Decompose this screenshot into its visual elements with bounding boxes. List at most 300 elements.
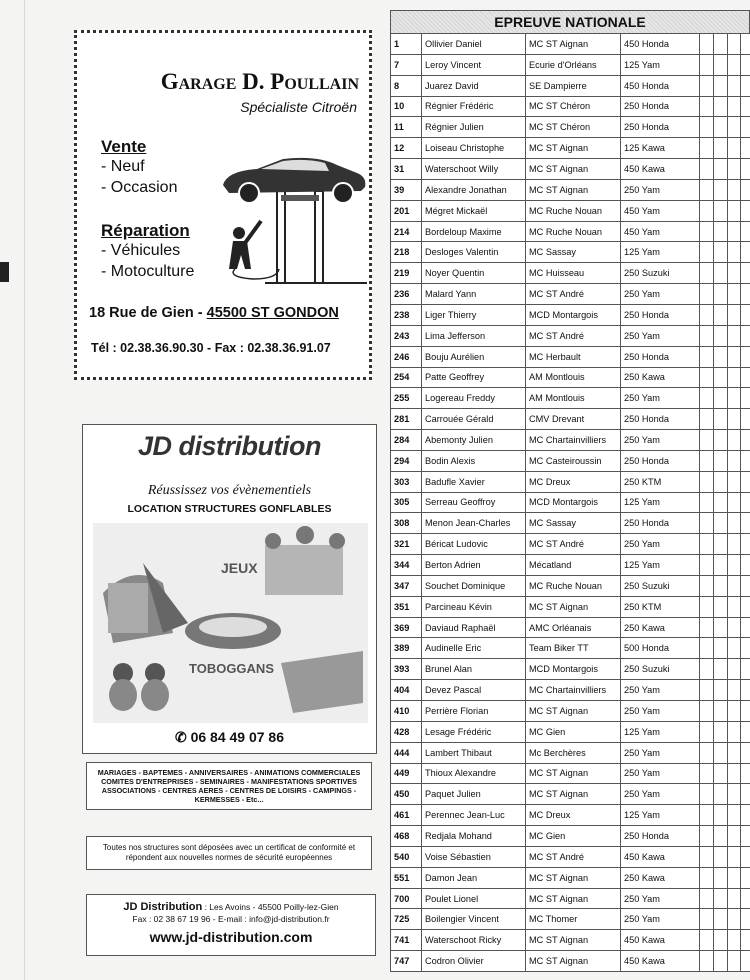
rider-name: Lesage Frédéric: [422, 721, 526, 742]
rider-club: MC ST Aignan: [526, 888, 621, 909]
empty-score-cell: [714, 659, 728, 680]
empty-score-cell: [728, 96, 741, 117]
empty-score-cell: [728, 638, 741, 659]
empty-score-cell: [700, 867, 714, 888]
rider-name: Bouju Aurélien: [422, 346, 526, 367]
empty-score-cell: [700, 701, 714, 722]
rider-bike: 450 Kawa: [621, 159, 700, 180]
rider-number: 321: [391, 534, 422, 555]
rider-bike: 125 Yam: [621, 555, 700, 576]
empty-score-cell: [714, 867, 728, 888]
rider-name: Paquet Julien: [422, 784, 526, 805]
rider-club: MC ST André: [526, 325, 621, 346]
empty-score-cell: [700, 575, 714, 596]
rider-number: 201: [391, 200, 422, 221]
empty-score-cell: [728, 534, 741, 555]
empty-score-cell: [728, 867, 741, 888]
table-row: [391, 284, 750, 305]
empty-score-cell: [714, 513, 728, 534]
empty-score-cell: [728, 388, 741, 409]
empty-score-cell: [741, 951, 750, 972]
empty-score-cell: [714, 742, 728, 763]
rider-bike: 250 Yam: [621, 742, 700, 763]
rider-name: Berton Adrien: [422, 555, 526, 576]
rider-number: 246: [391, 346, 422, 367]
rider-club: MC ST Aignan: [526, 179, 621, 200]
empty-score-cell: [741, 409, 750, 430]
empty-score-cell: [700, 659, 714, 680]
reparation-item: - Motoculture: [101, 263, 195, 280]
empty-score-cell: [728, 575, 741, 596]
garage-address: [89, 305, 339, 321]
rider-number: 347: [391, 575, 422, 596]
empty-score-cell: [700, 75, 714, 96]
rider-number: 725: [391, 909, 422, 930]
jd-events-box: MARIAGES - BAPTEMES - ANNIVERSAIRES - ANIMATIONS COMMERCIALES COMITES D'ENTREPRISES - SEMINAIRES - MANIFESTATIONS SPORTIVES ASSOCIATIONS - CENTRES AERES - CENTRES DE LOISIRS - CAMPINGS - KERMESSES - Etc...: [86, 762, 372, 810]
reparation-item: - Véhicules: [101, 242, 181, 259]
rider-club: Ecurie d'Orléans: [526, 54, 621, 75]
table-row: [391, 784, 750, 805]
empty-score-cell: [714, 263, 728, 284]
rider-name: Régnier Frédéric: [422, 96, 526, 117]
rider-name: Desloges Valentin: [422, 242, 526, 263]
rider-number: 551: [391, 867, 422, 888]
empty-score-cell: [728, 659, 741, 680]
rider-club: AM Montlouis: [526, 388, 621, 409]
rider-club: AMC Orléanais: [526, 617, 621, 638]
rider-number: 389: [391, 638, 422, 659]
rider-name: Régnier Julien: [422, 117, 526, 138]
empty-score-cell: [741, 471, 750, 492]
rider-bike: 250 Yam: [621, 534, 700, 555]
rider-name: Loiseau Christophe: [422, 138, 526, 159]
rider-name: Brunel Alan: [422, 659, 526, 680]
rider-club: MC Sassay: [526, 513, 621, 534]
rider-name: Audinelle Eric: [422, 638, 526, 659]
empty-score-cell: [728, 721, 741, 742]
table-row: [391, 367, 750, 388]
rider-club: MC ST Aignan: [526, 930, 621, 951]
rider-bike: 125 Yam: [621, 805, 700, 826]
empty-score-cell: [714, 492, 728, 513]
rider-name: Parcineau Kévin: [422, 596, 526, 617]
empty-score-cell: [728, 826, 741, 847]
rider-club: MC Dreux: [526, 805, 621, 826]
empty-score-cell: [714, 221, 728, 242]
rider-club: AM Montlouis: [526, 367, 621, 388]
empty-score-cell: [741, 805, 750, 826]
empty-score-cell: [728, 596, 741, 617]
empty-score-cell: [700, 721, 714, 742]
table-row: [391, 430, 750, 451]
results-section: [387, 6, 750, 976]
rider-name: Malard Yann: [422, 284, 526, 305]
table-row: [391, 200, 750, 221]
rider-number: 39: [391, 179, 422, 200]
jd-website: www.jd-distribution.com: [149, 929, 313, 945]
rider-bike: 500 Honda: [621, 638, 700, 659]
garage-ad: [74, 30, 372, 380]
rider-club: MC Gien: [526, 826, 621, 847]
rider-name: Alexandre Jonathan: [422, 179, 526, 200]
rider-number: 281: [391, 409, 422, 430]
inflatables-illustration: [93, 523, 368, 723]
empty-score-cell: [714, 430, 728, 451]
rider-bike: 450 Yam: [621, 200, 700, 221]
empty-score-cell: [700, 346, 714, 367]
rider-name: Lima Jefferson: [422, 325, 526, 346]
empty-score-cell: [741, 263, 750, 284]
rider-number: 11: [391, 117, 422, 138]
empty-score-cell: [728, 54, 741, 75]
rider-club: Team Biker TT: [526, 638, 621, 659]
table-row: [391, 805, 750, 826]
table-row: [391, 909, 750, 930]
rider-name: Bordeloup Maxime: [422, 221, 526, 242]
rider-name: Boilengier Vincent: [422, 909, 526, 930]
rider-name: Perrière Florian: [422, 701, 526, 722]
rider-name: Poulet Lionel: [422, 888, 526, 909]
table-row: [391, 242, 750, 263]
empty-score-cell: [700, 888, 714, 909]
empty-score-cell: [741, 930, 750, 951]
empty-score-cell: [728, 367, 741, 388]
empty-score-cell: [728, 763, 741, 784]
rider-club: MC ST Aignan: [526, 138, 621, 159]
empty-score-cell: [700, 450, 714, 471]
rider-club: MC Huisseau: [526, 263, 621, 284]
rider-number: 243: [391, 325, 422, 346]
rider-name: Daviaud Raphaël: [422, 617, 526, 638]
empty-score-cell: [741, 680, 750, 701]
rider-name: Logereau Freddy: [422, 388, 526, 409]
empty-score-cell: [714, 117, 728, 138]
empty-score-cell: [741, 534, 750, 555]
empty-score-cell: [741, 284, 750, 305]
empty-score-cell: [700, 492, 714, 513]
empty-score-cell: [714, 596, 728, 617]
rider-club: MC Ruche Nouan: [526, 575, 621, 596]
empty-score-cell: [700, 763, 714, 784]
table-row: [391, 221, 750, 242]
rider-bike: 250 Honda: [621, 117, 700, 138]
rider-bike: 125 Yam: [621, 54, 700, 75]
empty-score-cell: [700, 513, 714, 534]
rider-name: Abemonty Julien: [422, 430, 526, 451]
rider-number: 10: [391, 96, 422, 117]
rider-name: Béricat Ludovic: [422, 534, 526, 555]
table-row: [391, 555, 750, 576]
rider-name: Bodin Alexis: [422, 450, 526, 471]
rider-club: MC ST Aignan: [526, 159, 621, 180]
rider-name: Voise Sébastien: [422, 846, 526, 867]
garage-address-street: 18 Rue de Gien -: [89, 305, 207, 321]
empty-score-cell: [714, 54, 728, 75]
empty-score-cell: [714, 888, 728, 909]
table-row: [391, 680, 750, 701]
empty-score-cell: [700, 200, 714, 221]
empty-score-cell: [714, 34, 728, 55]
rider-bike: 450 Honda: [621, 75, 700, 96]
empty-score-cell: [714, 534, 728, 555]
rider-bike: 250 Yam: [621, 888, 700, 909]
rider-number: 303: [391, 471, 422, 492]
empty-score-cell: [714, 450, 728, 471]
empty-score-cell: [714, 951, 728, 972]
empty-score-cell: [714, 304, 728, 325]
empty-score-cell: [714, 805, 728, 826]
rider-bike: 450 Kawa: [621, 846, 700, 867]
rider-bike: 250 Honda: [621, 304, 700, 325]
rider-club: MC Dreux: [526, 471, 621, 492]
empty-score-cell: [700, 242, 714, 263]
empty-score-cell: [741, 575, 750, 596]
rider-bike: 450 Honda: [621, 34, 700, 55]
empty-score-cell: [741, 909, 750, 930]
rider-club: MC Gien: [526, 721, 621, 742]
rider-club: MC ST Chéron: [526, 117, 621, 138]
rider-bike: 250 Suzuki: [621, 263, 700, 284]
rider-number: 1: [391, 34, 422, 55]
rider-club: MC ST André: [526, 534, 621, 555]
rider-bike: 250 Kawa: [621, 867, 700, 888]
empty-score-cell: [714, 638, 728, 659]
rider-number: 8: [391, 75, 422, 96]
table-row: [391, 951, 750, 972]
empty-score-cell: [700, 742, 714, 763]
rider-bike: 450 Kawa: [621, 930, 700, 951]
empty-score-cell: [728, 951, 741, 972]
rider-number: 214: [391, 221, 422, 242]
empty-score-cell: [714, 75, 728, 96]
rider-name: Juarez David: [422, 75, 526, 96]
rider-club: MCD Montargois: [526, 492, 621, 513]
rider-bike: 250 Yam: [621, 284, 700, 305]
rider-club: MC Ruche Nouan: [526, 200, 621, 221]
table-row: [391, 471, 750, 492]
rider-bike: 125 Yam: [621, 721, 700, 742]
rider-name: Menon Jean-Charles: [422, 513, 526, 534]
empty-score-cell: [728, 430, 741, 451]
toboggans-label: TOBOGGANS: [189, 661, 274, 676]
rider-bike: 450 Kawa: [621, 951, 700, 972]
empty-score-cell: [741, 304, 750, 325]
empty-score-cell: [728, 75, 741, 96]
empty-score-cell: [700, 284, 714, 305]
empty-score-cell: [741, 159, 750, 180]
table-row: [391, 263, 750, 284]
empty-score-cell: [741, 430, 750, 451]
vente-item: - Occasion: [101, 179, 178, 196]
rider-club: MC Sassay: [526, 242, 621, 263]
page-fold-line: [24, 0, 25, 980]
empty-score-cell: [728, 450, 741, 471]
rider-bike: 250 Suzuki: [621, 575, 700, 596]
table-row: [391, 54, 750, 75]
rider-club: MC Ruche Nouan: [526, 221, 621, 242]
rider-name: Devez Pascal: [422, 680, 526, 701]
empty-score-cell: [714, 721, 728, 742]
rider-name: Noyer Quentin: [422, 263, 526, 284]
rider-number: 700: [391, 888, 422, 909]
rider-club: MC ST Chéron: [526, 96, 621, 117]
table-row: [391, 742, 750, 763]
garage-subtitle: Spécialiste Citroën: [240, 99, 357, 115]
empty-score-cell: [728, 680, 741, 701]
empty-score-cell: [741, 450, 750, 471]
rider-club: MC ST Aignan: [526, 701, 621, 722]
rider-number: 444: [391, 742, 422, 763]
empty-score-cell: [714, 575, 728, 596]
jd-phone: ✆ 06 84 49 07 86: [174, 729, 285, 745]
rider-club: Mécatland: [526, 555, 621, 576]
empty-score-cell: [728, 471, 741, 492]
empty-score-cell: [741, 138, 750, 159]
rider-bike: 250 Honda: [621, 450, 700, 471]
empty-score-cell: [714, 325, 728, 346]
rider-club: MC ST André: [526, 284, 621, 305]
empty-score-cell: [700, 304, 714, 325]
table-row: [391, 930, 750, 951]
rider-name: Waterschoot Willy: [422, 159, 526, 180]
table-row: [391, 304, 750, 325]
empty-score-cell: [728, 200, 741, 221]
table-row: [391, 659, 750, 680]
empty-score-cell: [700, 325, 714, 346]
empty-score-cell: [728, 846, 741, 867]
empty-score-cell: [728, 701, 741, 722]
rider-bike: 250 Honda: [621, 96, 700, 117]
empty-score-cell: [714, 680, 728, 701]
empty-score-cell: [741, 388, 750, 409]
rider-number: 31: [391, 159, 422, 180]
empty-score-cell: [714, 96, 728, 117]
table-row: [391, 701, 750, 722]
rider-number: 461: [391, 805, 422, 826]
empty-score-cell: [728, 284, 741, 305]
rider-number: 308: [391, 513, 422, 534]
empty-score-cell: [714, 346, 728, 367]
empty-score-cell: [700, 367, 714, 388]
empty-score-cell: [700, 555, 714, 576]
rider-number: 404: [391, 680, 422, 701]
empty-score-cell: [741, 701, 750, 722]
empty-score-cell: [741, 721, 750, 742]
empty-score-cell: [728, 492, 741, 513]
rider-club: MC Casteiroussin: [526, 450, 621, 471]
empty-score-cell: [728, 34, 741, 55]
rider-bike: 125 Yam: [621, 242, 700, 263]
empty-score-cell: [741, 659, 750, 680]
rider-name: Codron Olivier: [422, 951, 526, 972]
table-row: [391, 826, 750, 847]
car-lift-illustration: [217, 151, 369, 286]
empty-score-cell: [741, 117, 750, 138]
rider-number: 369: [391, 617, 422, 638]
empty-score-cell: [741, 179, 750, 200]
rider-bike: 250 KTM: [621, 596, 700, 617]
empty-score-cell: [728, 179, 741, 200]
rider-name: Serreau Geoffroy: [422, 492, 526, 513]
empty-score-cell: [728, 555, 741, 576]
empty-score-cell: [700, 638, 714, 659]
rider-number: 218: [391, 242, 422, 263]
empty-score-cell: [741, 867, 750, 888]
rider-number: 236: [391, 284, 422, 305]
rider-number: 255: [391, 388, 422, 409]
empty-score-cell: [714, 930, 728, 951]
jd-location-line: LOCATION STRUCTURES GONFLABLES: [127, 503, 332, 515]
rider-bike: 250 Yam: [621, 430, 700, 451]
rider-club: MC ST André: [526, 846, 621, 867]
jd-tagline: Réussissez vos évènementiels: [147, 483, 312, 498]
empty-score-cell: [741, 221, 750, 242]
rider-bike: 250 Yam: [621, 784, 700, 805]
empty-score-cell: [741, 54, 750, 75]
rider-name: Waterschoot Ricky: [422, 930, 526, 951]
empty-score-cell: [728, 346, 741, 367]
jd-distribution-ad: [82, 424, 377, 754]
rider-name: Mégret Mickaël: [422, 200, 526, 221]
empty-score-cell: [714, 555, 728, 576]
rider-name: Carrouée Gérald: [422, 409, 526, 430]
rider-number: 344: [391, 555, 422, 576]
table-row: [391, 346, 750, 367]
rider-number: 284: [391, 430, 422, 451]
empty-score-cell: [728, 742, 741, 763]
rider-club: SE Dampierre: [526, 75, 621, 96]
results-header: EPREUVE NATIONALE: [390, 10, 750, 34]
empty-score-cell: [728, 159, 741, 180]
rider-bike: 250 Yam: [621, 680, 700, 701]
table-row: [391, 513, 750, 534]
garage-phone: Tél : 02.38.36.90.30 - Fax : 02.38.36.91.07: [91, 341, 331, 355]
rider-number: 294: [391, 450, 422, 471]
table-row: [391, 617, 750, 638]
rider-number: 393: [391, 659, 422, 680]
rider-club: MC ST Aignan: [526, 763, 621, 784]
rider-club: MC Thomer: [526, 909, 621, 930]
empty-score-cell: [728, 242, 741, 263]
rider-number: 254: [391, 367, 422, 388]
empty-score-cell: [728, 805, 741, 826]
rider-club: MC Chartainvilliers: [526, 680, 621, 701]
rider-number: 238: [391, 304, 422, 325]
rider-bike: 250 Kawa: [621, 367, 700, 388]
table-row: [391, 763, 750, 784]
empty-score-cell: [741, 367, 750, 388]
rider-name: Leroy Vincent: [422, 54, 526, 75]
table-row: [391, 450, 750, 471]
empty-score-cell: [741, 242, 750, 263]
empty-score-cell: [741, 763, 750, 784]
rider-club: MC ST Aignan: [526, 34, 621, 55]
rider-number: 449: [391, 763, 422, 784]
empty-score-cell: [741, 34, 750, 55]
rider-name: Redjala Mohand: [422, 826, 526, 847]
rider-bike: 250 Yam: [621, 701, 700, 722]
table-row: [391, 96, 750, 117]
empty-score-cell: [728, 138, 741, 159]
table-row: [391, 75, 750, 96]
table-row: [391, 846, 750, 867]
empty-score-cell: [714, 159, 728, 180]
reparation-heading: Réparation: [101, 221, 190, 240]
rider-number: 12: [391, 138, 422, 159]
rider-name: Lambert Thibaut: [422, 742, 526, 763]
rider-name: Perennec Jean-Luc: [422, 805, 526, 826]
empty-score-cell: [700, 909, 714, 930]
